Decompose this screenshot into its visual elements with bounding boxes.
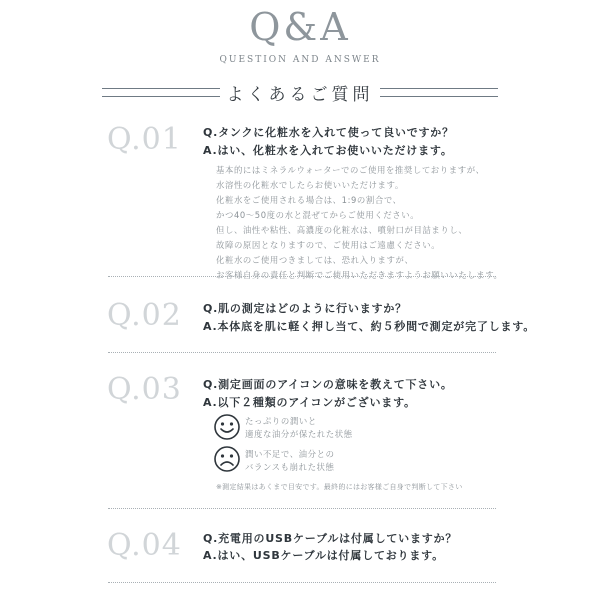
q04-number: Q.04 <box>107 528 182 563</box>
q01-detail-line: かつ40〜50度の水と混ぜてからご使用ください。 <box>216 210 420 220</box>
section-divider <box>108 352 496 353</box>
q01-question: Q.タンクに化粧水を入れて使って良いですか？ <box>203 126 454 139</box>
smile-face-icon <box>213 413 241 441</box>
page-title: Q&A <box>249 5 351 49</box>
section-heading: よくあるご質問 <box>226 85 374 105</box>
section-divider <box>108 276 496 277</box>
q02-number: Q.02 <box>107 298 182 333</box>
sad-face-icon <box>213 445 241 473</box>
q01-detail-line: お客様自身の責任と判断でご使用いただきますようお願いいたします。 <box>216 270 503 280</box>
q02-question: Q.肌の測定はどのように行いますか？ <box>203 302 407 315</box>
q01-detail-line: 基本的にはミネラルウォーターでのご使用を推奨しておりますが、 <box>216 165 485 175</box>
heading-rule-right <box>380 88 498 97</box>
q01-detail-line: 化粧水をご使用される場合は、1:9の割合で、 <box>216 195 402 205</box>
q01-number: Q.01 <box>107 122 182 157</box>
q01-detail-line: 故障の原因となりますので、ご使用はご遠慮ください。 <box>216 240 441 250</box>
q01-detail-line: 化粧水のご使用つきましては、恐れ入りますが、 <box>216 255 414 265</box>
section-divider <box>108 582 496 583</box>
q01-answer: A.はい、化粧水を入れてお使いいただけます。 <box>203 144 453 157</box>
sad-face-description: 潤い不足で、油分との <box>245 449 335 459</box>
q03-number: Q.03 <box>107 372 182 407</box>
q02-answer: A.本体底を肌に軽く押し当て、約５秒間で測定が完了します。 <box>203 320 535 333</box>
q01-detail-line: 但し、油性や粘性、高濃度の化粧水は、噴射口が目詰まりし、 <box>216 225 468 235</box>
smile-face-description: たっぷりの潤いと <box>245 416 317 426</box>
q03-question: Q.測定画面のアイコンの意味を教えて下さい。 <box>203 378 453 391</box>
page-subtitle: QUESTION AND ANSWER <box>219 55 381 65</box>
section-divider <box>108 508 496 509</box>
section-heading-row <box>0 78 600 106</box>
q04-answer: A.はい、USBケーブルは付属しております。 <box>203 549 444 562</box>
sad-face-description: バランスも崩れた状態 <box>245 462 335 472</box>
q04-question: Q.充電用のUSBケーブルは付属していますか？ <box>203 532 458 545</box>
q01-detail-line: 水溶性の化粧水でしたらお使いいただけます。 <box>216 180 404 190</box>
smile-face-description: 適度な油分が保たれた状態 <box>245 429 353 439</box>
q03-answer: A.以下２種類のアイコンがございます。 <box>203 396 416 409</box>
q03-note: ※測定結果はあくまで目安です。最終的にはお客様ご自身で判断して下さい <box>216 483 463 491</box>
